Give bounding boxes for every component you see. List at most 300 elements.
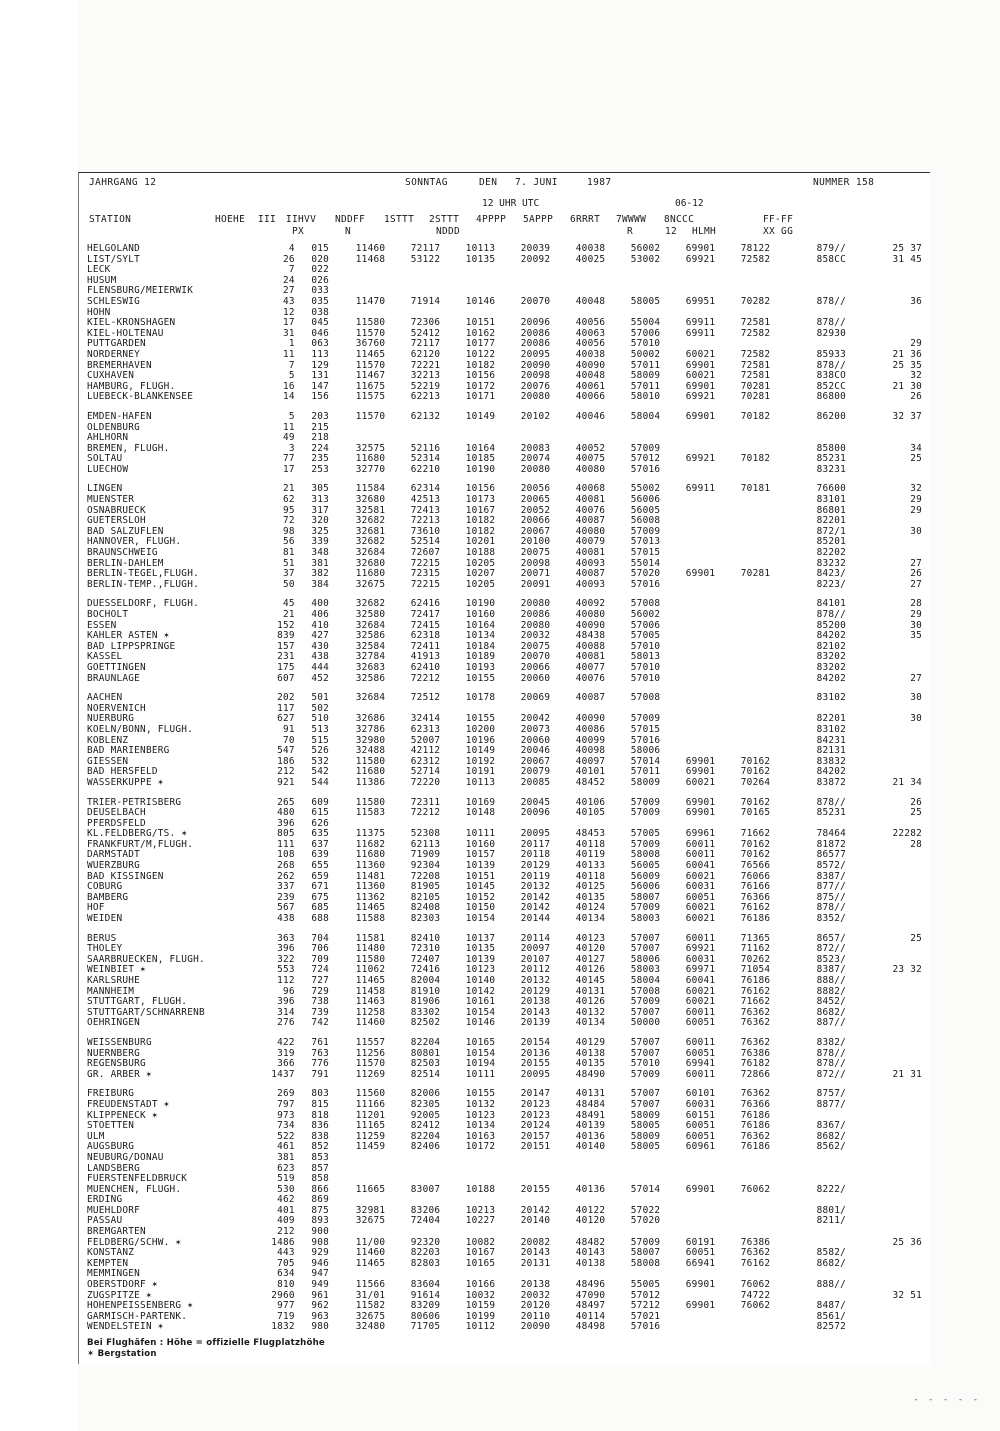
cell-hoehe: 7 <box>288 359 295 371</box>
cell-sttt2: 20086 <box>520 327 551 339</box>
cell-nccc8 <box>770 423 846 434</box>
cell-pppp4: 40081 <box>575 651 606 663</box>
station-name-cell: GIESSEN <box>87 755 129 767</box>
cell-hoehe: 269 <box>277 1088 295 1100</box>
cell-iihvv: 11680 <box>355 453 386 465</box>
station-name-cell: MUENCHEN, FLUGH. <box>87 1183 182 1195</box>
cell-nccc8: 852CC <box>816 380 847 392</box>
cell-iihvv: 11269 <box>355 1068 386 1080</box>
table-row <box>87 559 922 570</box>
table-row <box>87 987 922 998</box>
station-name-cell: BERLIN-DAHLEM <box>87 557 164 569</box>
bergstation-star-icon: ✶ <box>157 1098 170 1110</box>
cell-hoehe: 11 <box>283 421 295 433</box>
cell-pppp4: 40138 <box>575 1047 606 1059</box>
cell-rrrt6: 60961 <box>685 1141 716 1153</box>
cell-nddff <box>385 276 440 287</box>
cell-pppp4: 40127 <box>575 953 606 965</box>
table-row <box>87 674 922 685</box>
cell-sttt1: 10227 <box>465 1215 496 1227</box>
cell-ff: 32 <box>910 370 922 382</box>
cell-iihvv: 32682 <box>355 515 386 527</box>
cell-iihvv: 11459 <box>355 1141 386 1153</box>
cell-iihvv: 11580 <box>355 796 386 808</box>
table-row <box>87 652 922 663</box>
cell-ff: 30 <box>910 713 922 725</box>
cell-ff <box>846 1312 922 1323</box>
cell-appp5: 57212 <box>630 1300 661 1312</box>
cell-nddff: 92005 <box>410 1109 441 1121</box>
cell-iii: 655 <box>311 860 330 872</box>
cell-hoehe: 734 <box>277 1120 295 1132</box>
table-row <box>87 893 922 904</box>
cell-ff <box>846 725 922 736</box>
cell-ff: 26 <box>910 391 922 403</box>
group-spacer <box>87 684 922 693</box>
table-row <box>87 976 922 987</box>
cell-appp5: 57007 <box>630 1036 661 1048</box>
cell-hoehe: 77 <box>283 453 295 465</box>
cell-sttt2: 20032 <box>520 1289 551 1301</box>
cell-nccc8: 82202 <box>816 547 847 559</box>
cell-rrrt6: 60021 <box>685 370 716 382</box>
cell-wwww7 <box>715 736 770 747</box>
cell-appp5: 57009 <box>630 996 661 1008</box>
cell-rrrt6: 60051 <box>685 1120 716 1132</box>
cell-sttt1: 10112 <box>465 1321 496 1333</box>
cell-nccc8: 84202 <box>816 672 847 684</box>
cell-appp5: 57011 <box>630 359 661 371</box>
cell-ff: 25 <box>910 807 922 819</box>
cell-pppp4: 48490 <box>575 1068 606 1080</box>
cell-hoehe: 111 <box>277 838 295 850</box>
cell-sttt1: 10200 <box>465 723 496 735</box>
column-header-1sttt: 1STTT <box>384 214 415 225</box>
cell-sttt1: 10207 <box>465 568 496 580</box>
cell-ff <box>846 746 922 757</box>
cell-ff: 30 <box>910 525 922 537</box>
station-name-cell: GR. ARBER ✶ <box>87 1068 152 1080</box>
cell-appp5: 58006 <box>630 745 661 757</box>
cell-appp5: 55014 <box>630 557 661 569</box>
cell-sttt2: 20119 <box>520 870 551 882</box>
group-spacer <box>87 403 922 412</box>
cell-iii: 532 <box>311 755 330 767</box>
bergstation-star-icon: ✶ <box>134 964 146 976</box>
cell-pppp4: 40098 <box>575 745 606 757</box>
cell-sttt2: 20079 <box>520 766 551 778</box>
cell-sttt1: 10194 <box>465 1058 496 1070</box>
cell-iii: 761 <box>311 1036 330 1048</box>
cell-wwww7: 72582 <box>740 253 771 265</box>
cell-pppp4: 40087 <box>575 692 606 704</box>
cell-iii: 203 <box>311 410 330 422</box>
station-name-cell: BERLIN-TEGEL,FLUGH. <box>87 568 199 580</box>
cell-sttt1: 10189 <box>465 651 496 663</box>
cell-wwww7: 76362 <box>740 1247 771 1259</box>
table-row <box>87 704 922 715</box>
column-header-xxgg: XX GG <box>763 226 794 237</box>
cell-nddff: 72221 <box>410 359 441 371</box>
bulletin-sheet <box>78 172 930 1364</box>
cell-nddff: 52412 <box>410 327 441 339</box>
cell-hoehe: 805 <box>277 828 295 840</box>
cell-hoehe: 623 <box>277 1162 295 1174</box>
cell-ff <box>846 882 922 893</box>
cell-appp5: 57022 <box>630 1204 661 1216</box>
cell-wwww7 <box>715 516 770 527</box>
cell-sttt1: 10205 <box>465 578 496 590</box>
table-row <box>87 642 922 653</box>
cell-nccc8: 84231 <box>816 734 847 746</box>
station-name-cell: BRAUNSCHWEIG <box>87 547 158 559</box>
cell-hoehe: 363 <box>277 932 295 944</box>
station-name-cell: DUESSELDORF, FLUGH. <box>87 598 199 610</box>
station-name-cell: KASSEL <box>87 651 123 663</box>
cell-nddff: 52514 <box>410 536 441 548</box>
cell-rrrt6 <box>660 433 715 444</box>
cell-nccc8: 84101 <box>816 598 847 610</box>
station-name-cell: WUERZBURG <box>87 860 141 872</box>
cell-ff <box>846 861 922 872</box>
cell-ff <box>846 1142 922 1153</box>
cell-sttt2: 20112 <box>520 964 551 976</box>
cell-iihvv: 11675 <box>355 380 386 392</box>
station-name-cell: OBERSTDORF ✶ <box>87 1279 158 1291</box>
cell-iihvv: 11680 <box>355 766 386 778</box>
cell-wwww7: 70162 <box>740 755 771 767</box>
cell-iihvv: 32684 <box>355 619 386 631</box>
cell-appp5: 57010 <box>630 338 661 350</box>
cell-nddff: 72407 <box>410 953 441 965</box>
cell-nccc8: 888// <box>816 1279 847 1291</box>
cell-pppp4: 40120 <box>575 943 606 955</box>
cell-wwww7: 76186 <box>740 975 771 986</box>
cell-nccc8: 8562/ <box>816 1141 847 1153</box>
cell-nccc8: 8801/ <box>816 1204 847 1216</box>
cell-nddff: 52714 <box>410 766 441 778</box>
station-name-cell: TRIER-PETRISBERG <box>87 796 182 808</box>
cell-sttt1: 10161 <box>465 996 496 1008</box>
cell-sttt2: 20080 <box>520 598 551 610</box>
cell-nddff: 32213 <box>410 370 441 382</box>
column-header-ffff: FF-FF <box>763 214 794 225</box>
cell-pppp4: 40025 <box>575 253 606 265</box>
cell-nccc8: 83231 <box>816 463 847 475</box>
cell-ff <box>846 944 922 955</box>
cell-nddff: 91614 <box>410 1289 441 1301</box>
cell-ff: 26 <box>910 796 922 808</box>
group-spacer <box>87 1029 922 1038</box>
station-name-cell: AACHEN <box>87 692 123 704</box>
table-row <box>87 736 922 747</box>
cell-sttt1: 10163 <box>465 1130 496 1142</box>
table-row <box>87 829 922 840</box>
cell-nccc8: 85800 <box>816 442 847 454</box>
cell-hoehe: 202 <box>277 692 295 704</box>
cell-appp5: 58013 <box>630 651 661 663</box>
cell-appp5: 57006 <box>630 327 661 339</box>
cell-appp5: 58007 <box>630 1247 661 1259</box>
cell-nddff: 81906 <box>410 996 441 1008</box>
column-header-12: 12 <box>665 226 678 237</box>
cell-hoehe: 11 <box>283 348 295 360</box>
cell-wwww7: 76062 <box>740 1183 771 1195</box>
cell-iihvv: 11460 <box>355 1247 386 1259</box>
cell-iihvv: 11580 <box>355 317 386 329</box>
station-name-cell: REGENSBURG <box>87 1058 146 1070</box>
table-row <box>87 1174 922 1185</box>
cell-ff <box>846 642 922 653</box>
cell-rrrt6 <box>660 704 715 715</box>
cell-wwww7: 71162 <box>740 943 771 955</box>
cell-sttt2: 20098 <box>520 370 551 382</box>
cell-wwww7: 70165 <box>740 807 771 819</box>
station-name-cell: KOELN/BONN, FLUGH. <box>87 723 194 735</box>
cell-sttt1: 10169 <box>465 796 496 808</box>
cell-pppp4: 40129 <box>575 1036 606 1048</box>
cell-sttt2: 20056 <box>520 483 551 495</box>
cell-hoehe: 5 <box>288 370 295 382</box>
cell-rrrt6: 60031 <box>685 881 716 893</box>
cell-pppp4: 40139 <box>575 1120 606 1132</box>
cell-iihvv: 11682 <box>355 838 386 850</box>
cell-hoehe: 480 <box>277 807 295 819</box>
cell-hoehe: 839 <box>277 630 295 642</box>
cell-nccc8: 83232 <box>816 557 847 569</box>
cell-nccc8 <box>770 1164 846 1175</box>
cell-rrrt6 <box>660 599 715 610</box>
table-row <box>87 244 922 255</box>
cell-rrrt6: 69901 <box>685 380 716 392</box>
cell-sttt1: 10201 <box>465 536 496 548</box>
column-header-5appp: 5APPP <box>523 214 554 225</box>
cell-sttt1: 10139 <box>465 860 496 872</box>
cell-sttt2: 20086 <box>520 609 551 620</box>
jahrgang-label: JAHRGANG 12 <box>89 177 157 188</box>
cell-wwww7 <box>715 652 770 663</box>
cell-wwww7 <box>715 1312 770 1323</box>
cell-appp5: 58009 <box>630 370 661 382</box>
cell-ff <box>846 1259 922 1270</box>
cell-pppp4: 40131 <box>575 1088 606 1100</box>
table-row <box>87 412 922 423</box>
cell-sttt1: 10190 <box>465 598 496 610</box>
station-name-cell: NOERVENICH <box>87 702 146 714</box>
cell-sttt2: 20075 <box>520 547 551 559</box>
cell-iihvv: 32584 <box>355 640 386 652</box>
table-row <box>87 1185 922 1196</box>
cell-ff <box>846 276 922 287</box>
cell-sttt2: 20110 <box>520 1310 551 1322</box>
cell-iii: 893 <box>311 1215 330 1227</box>
cell-hoehe: 49 <box>283 432 295 444</box>
cell-iihvv: 36760 <box>355 338 386 350</box>
cell-iihvv: 11386 <box>355 776 386 788</box>
cell-nddff: 72220 <box>410 776 441 788</box>
cell-iihvv: 32675 <box>355 1215 386 1227</box>
cell-hoehe: 152 <box>277 619 295 631</box>
cell-rrrt6: 60021 <box>685 776 716 788</box>
cell-wwww7 <box>715 693 770 704</box>
cell-nccc8: 878// <box>816 295 847 307</box>
cell-iihvv: 11680 <box>355 568 386 580</box>
cell-hoehe: 31 <box>283 327 295 339</box>
cell-nddff: 82408 <box>410 902 441 914</box>
cell-wwww7 <box>715 433 770 444</box>
table-row <box>87 1291 922 1302</box>
cell-pppp4: 40119 <box>575 849 606 861</box>
cell-pppp4: 40133 <box>575 860 606 872</box>
cell-rrrt6: 69971 <box>685 964 716 976</box>
cell-sttt1: 10140 <box>465 975 496 986</box>
station-name-cell: OLDENBURG <box>87 421 141 433</box>
cell-nccc8: 81872 <box>816 838 847 850</box>
cell-nddff: 72415 <box>410 619 441 631</box>
cell-sttt1 <box>440 276 495 287</box>
cell-iii: 866 <box>311 1183 330 1195</box>
table-row <box>87 1322 922 1333</box>
cell-hoehe: 56 <box>283 536 295 548</box>
cell-rrrt6: 69901 <box>685 807 716 819</box>
cell-rrrt6: 60101 <box>685 1088 716 1100</box>
cell-ff <box>846 652 922 663</box>
cell-appp5: 57021 <box>630 1310 661 1322</box>
table-row <box>87 767 922 778</box>
cell-iihvv: 11375 <box>355 828 386 840</box>
cell-nddff: 83206 <box>410 1204 441 1216</box>
table-row <box>87 580 922 591</box>
cell-iihvv: 11470 <box>355 295 386 307</box>
station-name-cell: BERUS <box>87 932 117 944</box>
cell-hoehe: 7 <box>288 264 295 276</box>
cell-wwww7 <box>715 265 770 276</box>
cell-ff <box>846 850 922 861</box>
cell-pppp4: 48496 <box>575 1279 606 1291</box>
cell-pppp4: 40048 <box>575 370 606 382</box>
cell-nccc8: 8757/ <box>816 1088 847 1100</box>
column-headers <box>87 214 922 244</box>
cell-iihvv: 32770 <box>355 463 386 475</box>
cell-iii: 900 <box>311 1226 330 1238</box>
cell-wwww7: 76186 <box>740 1109 771 1121</box>
cell-rrrt6 <box>660 642 715 653</box>
cell-nccc8: 877// <box>816 881 847 893</box>
cell-rrrt6: 69961 <box>685 828 716 840</box>
cell-sttt2: 20123 <box>520 1098 551 1110</box>
station-name-cell: BAD KISSINGEN <box>87 870 164 882</box>
cell-wwww7 <box>715 276 770 287</box>
cell-iihvv: 32683 <box>355 661 386 673</box>
cell-sttt1: 10154 <box>465 913 496 925</box>
cell-pppp4: 40076 <box>575 504 606 516</box>
cell-pppp4: 40087 <box>575 515 606 527</box>
station-name-cell: WENDELSTEIN ✶ <box>87 1321 164 1333</box>
year-label: 1987 <box>587 177 612 188</box>
cell-rrrt6: 69901 <box>685 243 716 254</box>
table-row <box>87 1089 922 1100</box>
cell-wwww7: 76362 <box>740 1017 771 1029</box>
cell-pppp4: 40079 <box>575 536 606 548</box>
cell-rrrt6 <box>660 1322 715 1333</box>
cell-iihvv: 11560 <box>355 1088 386 1100</box>
column-header-n: N <box>345 226 352 237</box>
cell-ff: 36 <box>910 295 922 307</box>
cell-iii: 156 <box>311 391 330 403</box>
station-name-cell: SOLTAU <box>87 453 123 465</box>
cell-sttt1: 10162 <box>465 327 496 339</box>
cell-sttt2: 20039 <box>520 243 551 254</box>
cell-wwww7 <box>715 631 770 642</box>
cell-nccc8: 879// <box>816 243 847 254</box>
cell-iii: 949 <box>311 1279 330 1291</box>
cell-nccc8 <box>770 1153 846 1164</box>
cell-wwww7: 76062 <box>740 1300 771 1312</box>
cell-hoehe: 381 <box>277 1151 295 1163</box>
cell-iii: 513 <box>311 723 330 735</box>
cell-sttt1: 10134 <box>465 1120 496 1132</box>
station-name-cell: ERDING <box>87 1194 123 1206</box>
cell-sttt2: 20102 <box>520 410 551 422</box>
cell-ff <box>846 1174 922 1185</box>
cell-pppp4 <box>550 265 605 276</box>
cell-ff <box>846 1121 922 1132</box>
station-name-cell: KL.FELDBERG/TS. ✶ <box>87 828 188 840</box>
cell-appp5: 55004 <box>630 317 661 329</box>
cell-iii: 946 <box>311 1257 330 1269</box>
time-header-line <box>87 192 922 214</box>
cell-sttt2: 20132 <box>520 975 551 986</box>
cell-rrrt6: 60021 <box>685 996 716 1008</box>
cell-iihvv: 11465 <box>355 975 386 986</box>
cell-hoehe: 719 <box>277 1310 295 1322</box>
cell-hoehe: 112 <box>277 975 295 986</box>
table-row <box>87 423 922 434</box>
cell-iii: 406 <box>311 609 330 620</box>
station-name-cell: BAD MARIENBERG <box>87 745 170 757</box>
cell-iii: 763 <box>311 1047 330 1059</box>
cell-appp5 <box>605 276 660 287</box>
cell-appp5: 57009 <box>630 713 661 725</box>
cell-nccc8: 83202 <box>816 651 847 663</box>
cell-wwww7 <box>715 663 770 674</box>
cell-sttt2: 20032 <box>520 630 551 642</box>
cell-hoehe: 212 <box>277 1226 295 1238</box>
cell-sttt2: 20083 <box>520 442 551 454</box>
station-name-cell: BREMERHAVEN <box>87 359 152 371</box>
cell-sttt1: 10205 <box>465 557 496 569</box>
cell-iihvv: 32675 <box>355 578 386 590</box>
cell-appp5: 58008 <box>630 1257 661 1269</box>
cell-rrrt6: 60191 <box>685 1236 716 1248</box>
cell-rrrt6: 60011 <box>685 1006 716 1018</box>
cell-appp5: 57009 <box>630 796 661 808</box>
cell-sttt2: 20042 <box>520 713 551 725</box>
cell-ff: 27 <box>910 578 922 590</box>
cell-appp5: 57005 <box>630 630 661 642</box>
cell-sttt1: 10213 <box>465 1204 496 1216</box>
cell-appp5: 57007 <box>630 932 661 944</box>
cell-hoehe: 157 <box>277 640 295 652</box>
group-spacer <box>87 789 922 798</box>
cell-sttt1: 10185 <box>465 453 496 465</box>
cell-nddff: 82006 <box>410 1088 441 1100</box>
table-row <box>87 1206 922 1217</box>
cell-iihvv: 32680 <box>355 557 386 569</box>
cell-sttt2: 20100 <box>520 536 551 548</box>
cell-hoehe: 396 <box>277 817 295 829</box>
cell-rrrt6: 60021 <box>685 348 716 360</box>
